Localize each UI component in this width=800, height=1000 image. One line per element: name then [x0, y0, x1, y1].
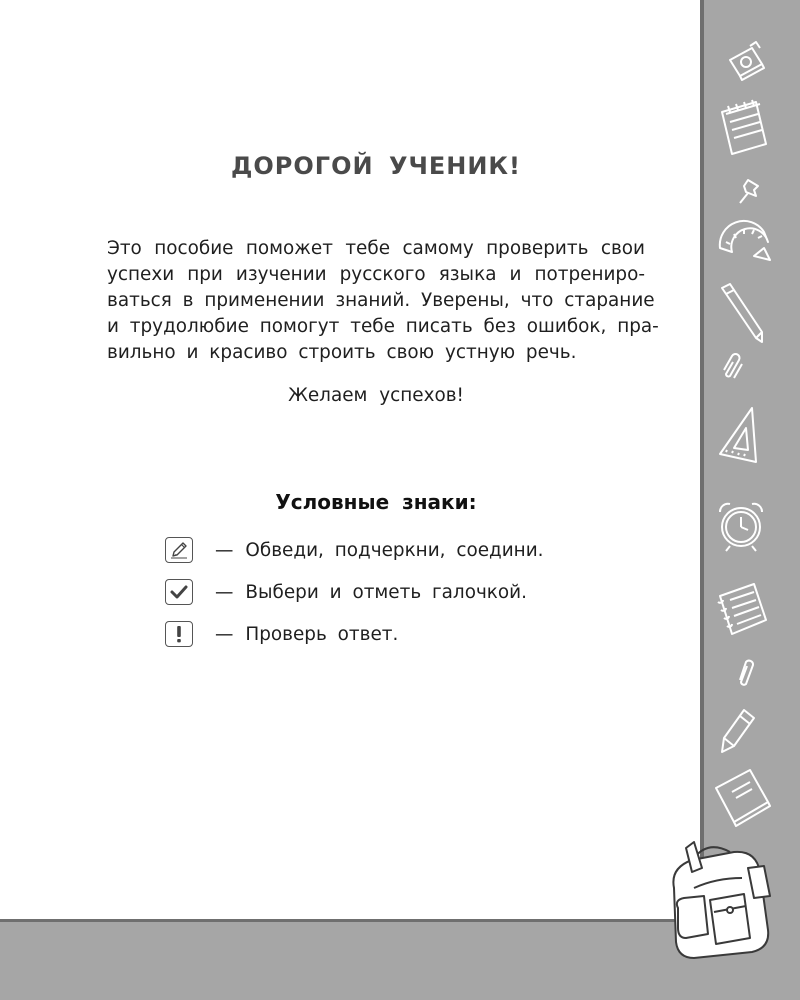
bottom-strip: [0, 920, 702, 1000]
legend-dash: —: [215, 623, 234, 645]
legend-text: Выбери и отметь галочкой.: [245, 581, 527, 603]
legend-dash: —: [215, 581, 234, 603]
paperclips-icon: [718, 350, 748, 384]
pencil-icon: [165, 537, 193, 563]
page-title: ДОРОГОЙ УЧЕНИК!: [231, 152, 521, 180]
legend-text: Проверь ответ.: [245, 623, 399, 645]
legend-dash: —: [215, 539, 234, 561]
intro-line: и трудолюбие помогут тебе писать без ошибок, пра-: [107, 316, 659, 337]
legend-text: Обведи, подчеркни, соедини.: [245, 539, 544, 561]
pushpin-icon: [736, 176, 764, 206]
intro-line: Это пособие поможет тебе самому проверить свои: [107, 238, 645, 259]
legend-item: [165, 618, 398, 650]
wish-text: Желаем успехов!: [288, 385, 464, 406]
spiral-notebook-icon: [712, 580, 770, 640]
set-square-icon: [716, 404, 760, 466]
intro-line: ваться в применении знаний. Уверены, что старание: [107, 290, 655, 311]
paperclip-icon: [734, 656, 756, 690]
legend-item: [165, 576, 527, 608]
pen-icon: [716, 282, 768, 344]
bottom-edge: [0, 919, 702, 922]
exclamation-icon: [165, 621, 193, 647]
sharpener-icon: [722, 38, 772, 84]
intro-line: вильно и красиво строить свою устную речь.: [107, 342, 577, 363]
alarm-clock-icon: [712, 496, 770, 554]
backpack-icon: [664, 838, 780, 964]
pencil-tip-icon: [718, 706, 758, 756]
protractor-icon: [714, 212, 774, 268]
intro-paragraph: [107, 236, 659, 366]
checkmark-icon: [165, 579, 193, 605]
legend-title: Условные знаки:: [275, 490, 477, 514]
legend-item: [165, 534, 544, 566]
book-icon: [712, 766, 772, 828]
intro-line: успехи при изучении русского языка и потрениро-: [107, 264, 645, 285]
sidebar-edge: [700, 0, 704, 922]
notepad-icon: [716, 98, 772, 160]
